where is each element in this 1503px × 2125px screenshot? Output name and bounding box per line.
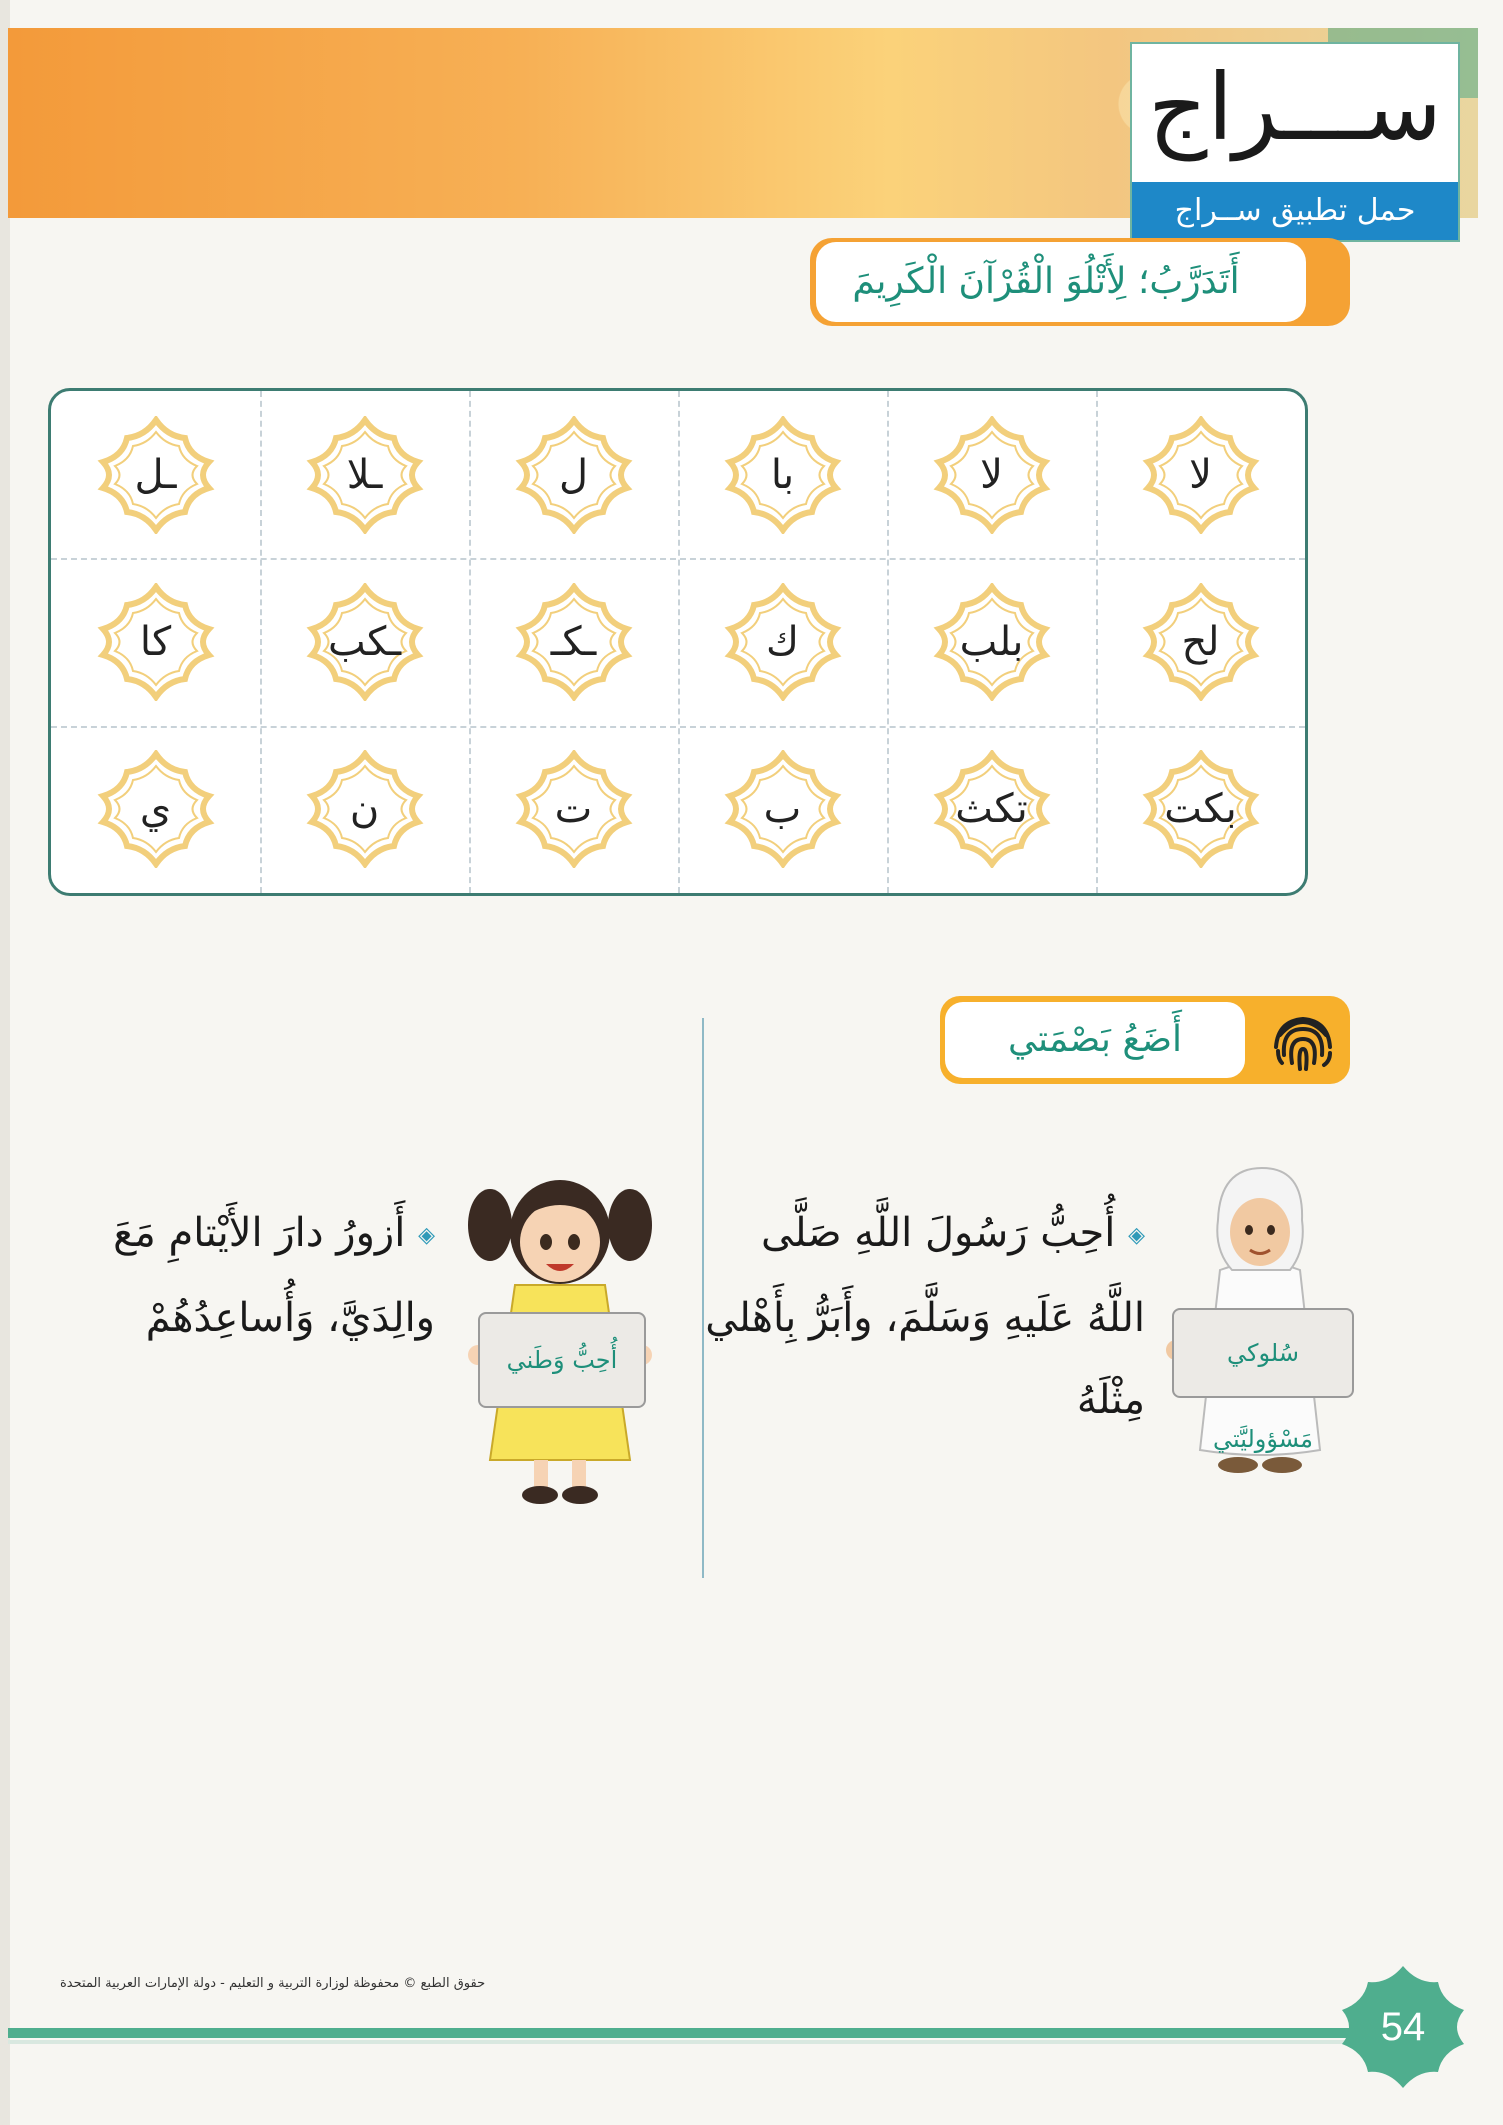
letter-text: لا [1189, 451, 1212, 498]
letter-text: ت [554, 786, 593, 833]
ornament-frame-icon [515, 416, 633, 534]
letter-cell [1096, 726, 1305, 893]
ornament-frame-icon [1142, 416, 1260, 534]
letter-text: ل [558, 451, 589, 498]
girl-character [460, 1170, 660, 1510]
ornament-frame-icon [933, 416, 1051, 534]
letter-cell [469, 726, 678, 893]
letter-cell [260, 391, 469, 558]
copyright-notice: حقوق الطبع © محفوظة لوزارة التربية و التعليم - دولة الإمارات العربية المتحدة [60, 1976, 486, 1991]
diamond-bullet-icon: ◈ [418, 1223, 435, 1248]
boy-sign-text: سُلوكي مَسْؤوليَّتي [1212, 1339, 1314, 1453]
ornament-frame-icon [724, 416, 842, 534]
boy-sign [1172, 1308, 1354, 1453]
ornament-frame-icon [306, 750, 424, 868]
letter-cell [51, 391, 260, 558]
footer-line [8, 2028, 1378, 2038]
letter-cell [469, 558, 678, 725]
letter-text: كا [139, 618, 172, 665]
letter-text: ن [349, 786, 380, 833]
letter-text: لا [980, 451, 1003, 498]
letter-text: ك [766, 618, 799, 665]
ornament-frame-icon [306, 416, 424, 534]
boy-character [1160, 1160, 1360, 1480]
letter-text: ب [763, 786, 802, 833]
letter-cell [887, 558, 1096, 725]
letter-text: ـكب [327, 618, 402, 665]
ornament-frame-icon [306, 583, 424, 701]
letter-text: بلب [959, 618, 1024, 665]
letter-cell [1096, 391, 1305, 558]
letter-cell [887, 726, 1096, 893]
letter-text: ـل [134, 451, 177, 498]
statement-left-text: أَزورُ دارَ الأَيْتامِ مَعَ والِدَيَّ، وَأُساعِدُهُمْ [113, 1210, 435, 1341]
ornament-frame-icon [1142, 583, 1260, 701]
diamond-bullet-icon: ◈ [1128, 1223, 1145, 1248]
statement-right-text: أُحِبُّ رَسُولَ اللَّهِ صَلَّى اللَّهُ عَلَيهِ وَسَلَّمَ، وأَبَرُّ بِأَهْلي مِثْلَهُ [705, 1210, 1145, 1423]
letter-cell [51, 558, 260, 725]
siraj-logo-subtitle: حمل تطبيق ســراج [1132, 182, 1458, 240]
letter-cell [678, 726, 887, 893]
letter-cell [678, 558, 887, 725]
letter-grid [48, 388, 1308, 896]
letter-text: لح [1181, 618, 1220, 665]
ornament-frame-icon [933, 750, 1051, 868]
statement-left [80, 1192, 435, 1359]
practice-heading: أَتَدَرَّبُ؛ لِأَتْلُوَ الْقُرْآنَ الْكَرِيمَ [852, 261, 1240, 302]
fingerprint-icon [1268, 1005, 1338, 1077]
letter-text: بكت [1164, 786, 1237, 833]
page-edge [0, 0, 10, 2125]
letter-text: تكث [955, 786, 1028, 833]
ornament-frame-icon [724, 583, 842, 701]
girl-sign [478, 1312, 646, 1408]
letter-text: ـكـ [550, 618, 597, 665]
imprint-heading: أَضَعُ بَصْمَتي [1007, 1019, 1183, 1060]
letter-cell [887, 391, 1096, 558]
ornament-frame-icon [97, 583, 215, 701]
letter-cell [51, 726, 260, 893]
letter-cell [678, 391, 887, 558]
ornament-frame-icon [1142, 750, 1260, 868]
ornament-frame-icon [515, 750, 633, 868]
letter-cell [469, 391, 678, 558]
page-number: 54 [1380, 2005, 1426, 2049]
footer-line-light [8, 2040, 1378, 2044]
ornament-frame-icon [933, 583, 1051, 701]
letter-text: ي [139, 786, 172, 833]
ornament-frame-icon [97, 416, 215, 534]
ornament-frame-icon [515, 583, 633, 701]
letter-text: با [770, 451, 795, 498]
letter-cell [260, 558, 469, 725]
ornament-frame-icon [724, 750, 842, 868]
girl-sign-text: أُحِبُّ وَطَني [506, 1346, 618, 1374]
siraj-logo-title: ســـراج [1148, 54, 1442, 161]
letter-text: ـلا [346, 451, 383, 498]
siraj-logo[interactable] [1130, 42, 1460, 242]
statement-right [700, 1192, 1145, 1441]
letter-cell [1096, 558, 1305, 725]
letter-cell [260, 726, 469, 893]
ornament-frame-icon [97, 750, 215, 868]
